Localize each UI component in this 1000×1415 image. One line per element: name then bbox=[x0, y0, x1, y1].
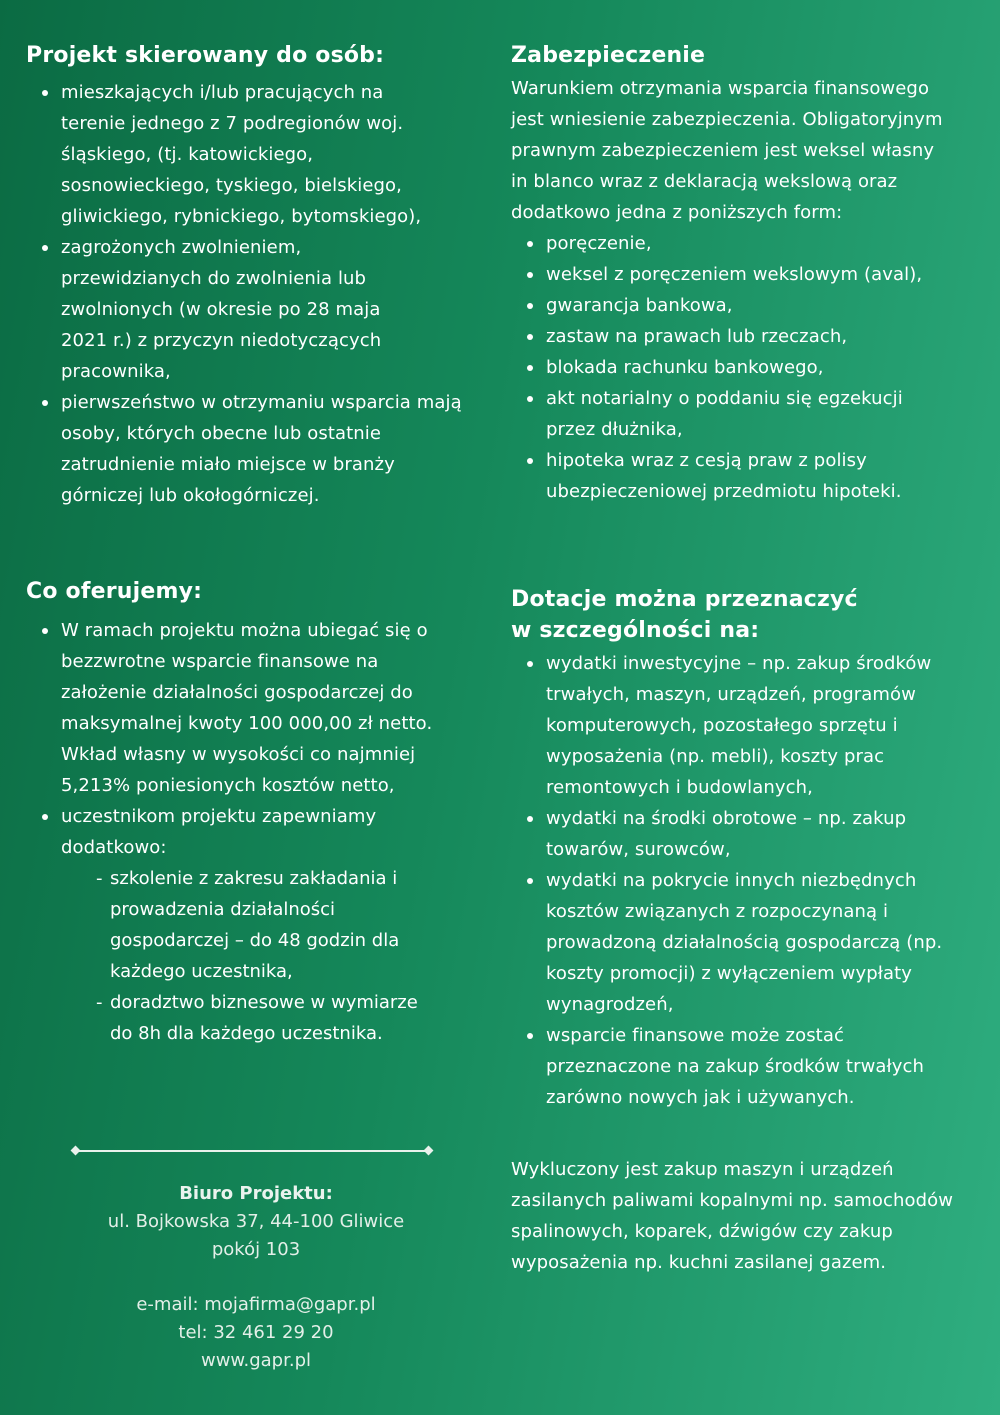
list-item-text: zagrożonych zwolnieniem, przewidzianych do zwolnienia lub zwolnionych (w okresie po 28 maja 2021 r.) z przyczyn niedotyczących pracownika, bbox=[61, 237, 382, 382]
bullet-icon bbox=[527, 458, 533, 464]
list-item-text: akt notarialny o poddaniu się egzekucji przez dłużnika, bbox=[546, 388, 903, 440]
office-website: www.gapr.pl bbox=[200, 1350, 311, 1371]
sub-item bbox=[26, 987, 430, 1049]
list-item-text: wydatki na środki obrotowe – np. zakup towarów, surowców, bbox=[546, 808, 907, 860]
bullet-icon bbox=[527, 661, 533, 667]
list-item-text: blokada rachunku bankowego, bbox=[546, 357, 824, 378]
office-email: e-mail: mojafirma@gapr.pl bbox=[136, 1294, 376, 1315]
grant-use-section bbox=[511, 584, 966, 1278]
list-item-text: hipoteka wraz z cesją praw z polisy ubezpieczeniowej przedmiotu hipoteki. bbox=[546, 450, 902, 502]
bullet-icon bbox=[42, 814, 48, 820]
list-item bbox=[511, 445, 936, 507]
bullet-icon bbox=[527, 1033, 533, 1039]
bullet-icon bbox=[42, 400, 48, 406]
security-forms-list bbox=[511, 228, 966, 507]
list-item bbox=[511, 383, 936, 445]
list-item-text: W ramach projektu można ubiegać się o bezzwrotne wsparcie finansowe na założenie działalności gospodarczej do maksymalnej kwoty 100 000,00 zł netto. Wkład własny w wysokości co najmniej 5,213% poniesionych kosztów netto, bbox=[61, 620, 433, 796]
list-item-text: mieszkających i/lub pracujących na terenie jednego z 7 podregionów woj. śląskiego, (tj. katowickiego, sosnowieckiego, tyskiego, bielskiego, gliwickiego, rybnickiego, bytomskiego), bbox=[61, 82, 422, 227]
section-title-grant-use: Dotacje można przeznaczyć w szczególności na: bbox=[511, 587, 858, 643]
offer-list bbox=[26, 615, 466, 863]
list-item-text: weksel z poręczeniem wekslowym (aval), bbox=[546, 264, 923, 285]
sub-item-text: szkolenie z zakresu zakładania i prowadzenia działalności gospodarczej – do 48 godzin dla każdego uczestnika, bbox=[110, 868, 400, 982]
security-intro: Warunkiem otrzymania wsparcia finansowego jest wniesienie zabezpieczenia. Obligatoryjnym prawnym zabezpieczeniem jest weksel własny in blanco wraz z deklaracją wekslową oraz dodatkowo jedna z poniższych form: bbox=[511, 78, 943, 223]
office-title: Biuro Projektu: bbox=[179, 1183, 333, 1204]
list-item bbox=[511, 648, 961, 803]
bullet-icon bbox=[527, 878, 533, 884]
target-group-list bbox=[26, 77, 466, 511]
list-item-text: gwarancja bankowa, bbox=[546, 295, 733, 316]
bullet-icon bbox=[527, 241, 533, 247]
list-item-text: pierwszeństwo w otrzymaniu wsparcia mają osoby, których obecne lub ostatnie zatrudnienie miało miejsce w branży górniczej lub okołogórniczej. bbox=[61, 392, 462, 506]
office-phone: tel: 32 461 29 20 bbox=[178, 1322, 334, 1343]
list-item-text: uczestnikom projektu zapewniamy dodatkowo: bbox=[61, 806, 377, 858]
list-item bbox=[511, 865, 951, 1020]
bullet-icon bbox=[42, 90, 48, 96]
exclusion-note: Wykluczony jest zakup maszyn i urządzeń zasilanych paliwami kopalnymi np. samochodów spalinowych, koparek, dźwigów czy zakup wyposażenia np. kuchni zasilanej gazem. bbox=[511, 1159, 954, 1273]
list-item bbox=[511, 228, 956, 259]
section-title-security: Zabezpieczenie bbox=[511, 43, 706, 68]
bullet-icon bbox=[527, 396, 533, 402]
list-item bbox=[511, 803, 936, 865]
list-item bbox=[26, 615, 466, 801]
divider-diamond-icon bbox=[71, 1146, 81, 1156]
list-item bbox=[511, 321, 956, 352]
list-item bbox=[26, 232, 406, 387]
office-address: ul. Bojkowska 37, 44-100 Gliwice bbox=[107, 1211, 405, 1232]
divider bbox=[72, 1146, 432, 1156]
list-item bbox=[26, 801, 401, 863]
offer-section bbox=[26, 576, 466, 1049]
list-item bbox=[511, 259, 971, 290]
dash-marker: - bbox=[96, 868, 103, 889]
list-item bbox=[511, 290, 956, 321]
bullet-icon bbox=[527, 334, 533, 340]
bullet-icon bbox=[527, 272, 533, 278]
section-title-target-group: Projekt skierowany do osób: bbox=[26, 43, 385, 68]
list-item-text: wydatki inwestycyjne – np. zakup środków trwałych, maszyn, urządzeń, programów komputerowych, pozostałego sprzętu i wyposażenia (np. mebli), koszty prac remontowych i budowlanych, bbox=[546, 653, 932, 798]
section-title-offer: Co oferujemy: bbox=[26, 579, 203, 604]
bullet-icon bbox=[527, 303, 533, 309]
sub-item bbox=[26, 863, 410, 987]
bullet-icon bbox=[42, 628, 48, 634]
target-group-section bbox=[26, 40, 466, 511]
bullet-icon bbox=[527, 365, 533, 371]
list-item-text: wsparcie finansowe może zostać przeznaczone na zakup środków trwałych zarówno nowych jak i używanych. bbox=[546, 1025, 925, 1108]
office-room: pokój 103 bbox=[211, 1239, 301, 1260]
bullet-icon bbox=[527, 816, 533, 822]
list-item bbox=[511, 1020, 961, 1113]
list-item-text: poręczenie, bbox=[546, 233, 652, 254]
list-item bbox=[26, 387, 466, 511]
project-office bbox=[26, 1180, 486, 1375]
list-item-text: zastaw na prawach lub rzeczach, bbox=[546, 326, 848, 347]
bullet-icon bbox=[42, 245, 48, 251]
grant-use-list bbox=[511, 648, 966, 1113]
list-item bbox=[511, 352, 956, 383]
divider-diamond-icon bbox=[424, 1146, 434, 1156]
list-item-text: wydatki na pokrycie innych niezbędnych kosztów związanych z rozpoczynaną i prowadzoną działalnością gospodarczą (np. koszty promocji) z wyłączeniem wypłaty wynagrodzeń, bbox=[546, 870, 943, 1015]
security-section bbox=[511, 40, 966, 507]
divider-line bbox=[76, 1150, 428, 1152]
list-item bbox=[26, 77, 446, 232]
dash-marker: - bbox=[96, 992, 103, 1013]
sub-item-text: doradztwo biznesowe w wymiarze do 8h dla każdego uczestnika. bbox=[110, 992, 418, 1044]
